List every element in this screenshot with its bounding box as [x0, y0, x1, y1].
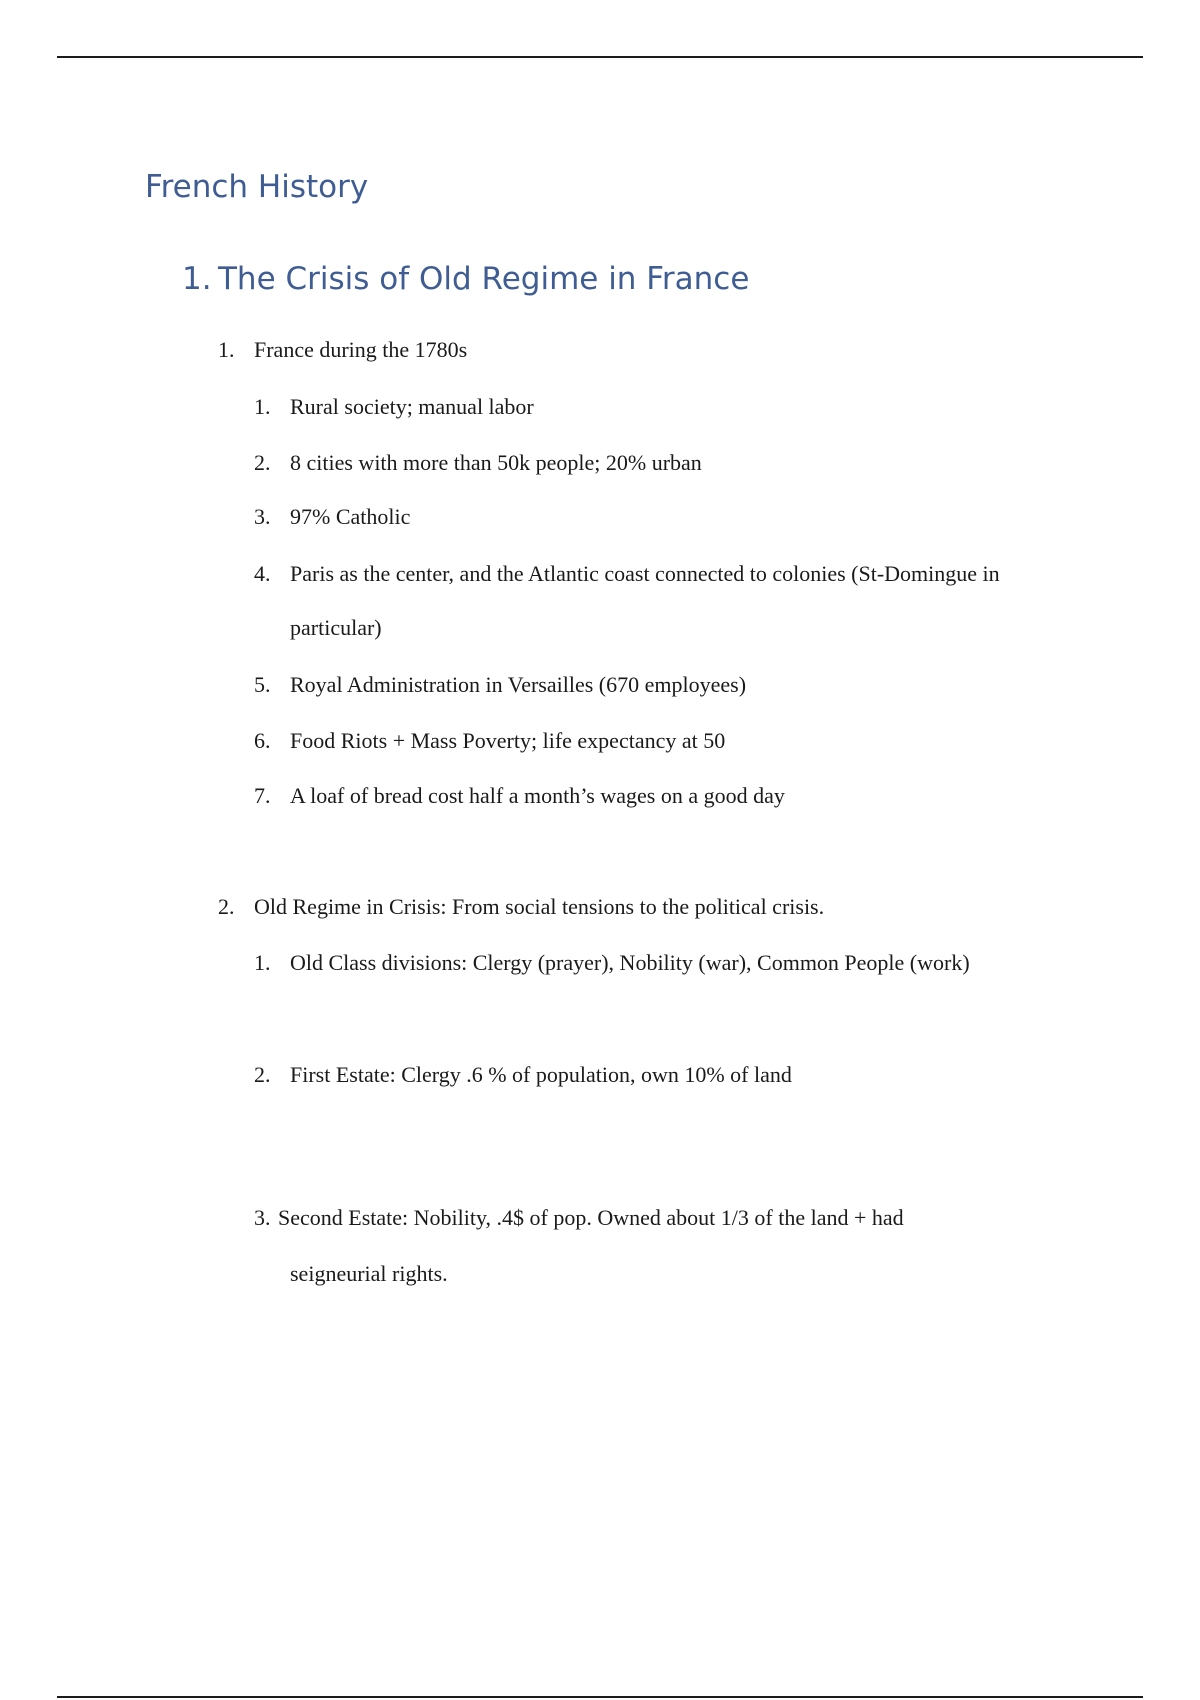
list-item: Old Class divisions: Clergy (prayer), Nobility (war), Common People (work) [290, 950, 970, 975]
list-item-number: 3. [254, 1205, 271, 1230]
list-item-number: 2. [254, 1062, 271, 1087]
topic-title: France during the 1780s [254, 337, 468, 362]
document-title: French History [145, 169, 369, 205]
list-item-number: 4. [254, 561, 271, 586]
page-bottom-rule [57, 1696, 1143, 1698]
section-title: The Crisis of Old Regime in France [218, 261, 750, 297]
list-item-continuation: seigneurial rights. [290, 1261, 448, 1286]
list-item-number: 3. [254, 504, 271, 529]
section-number: 1. [182, 261, 212, 297]
list-item: Paris as the center, and the Atlantic coast connected to colonies (St-Domingue in [290, 561, 1000, 586]
list-item: A loaf of bread cost half a month’s wages on a good day [290, 783, 785, 808]
topic-number: 1. [218, 337, 235, 362]
topic-number: 2. [218, 894, 235, 919]
list-item-continuation: particular) [290, 615, 382, 640]
topic-title: Old Regime in Crisis: From social tensions to the political crisis. [254, 894, 825, 919]
list-item: Second Estate: Nobility, .4$ of pop. Owned about 1/3 of the land + had [278, 1205, 904, 1230]
page-top-rule [57, 56, 1143, 58]
list-item-number: 7. [254, 783, 271, 808]
list-item: Royal Administration in Versailles (670 employees) [290, 672, 747, 697]
list-item: Rural society; manual labor [290, 394, 534, 419]
list-item-number: 5. [254, 672, 271, 697]
list-item: 97% Catholic [290, 504, 411, 529]
list-item: Food Riots + Mass Poverty; life expectancy at 50 [290, 728, 726, 753]
list-item-number: 2. [254, 450, 271, 475]
list-item: First Estate: Clergy .6 % of population, own 10% of land [290, 1062, 792, 1087]
list-item-number: 1. [254, 394, 271, 419]
list-item-number: 6. [254, 728, 271, 753]
list-item: 8 cities with more than 50k people; 20% urban [290, 450, 702, 475]
list-item-number: 1. [254, 950, 271, 975]
